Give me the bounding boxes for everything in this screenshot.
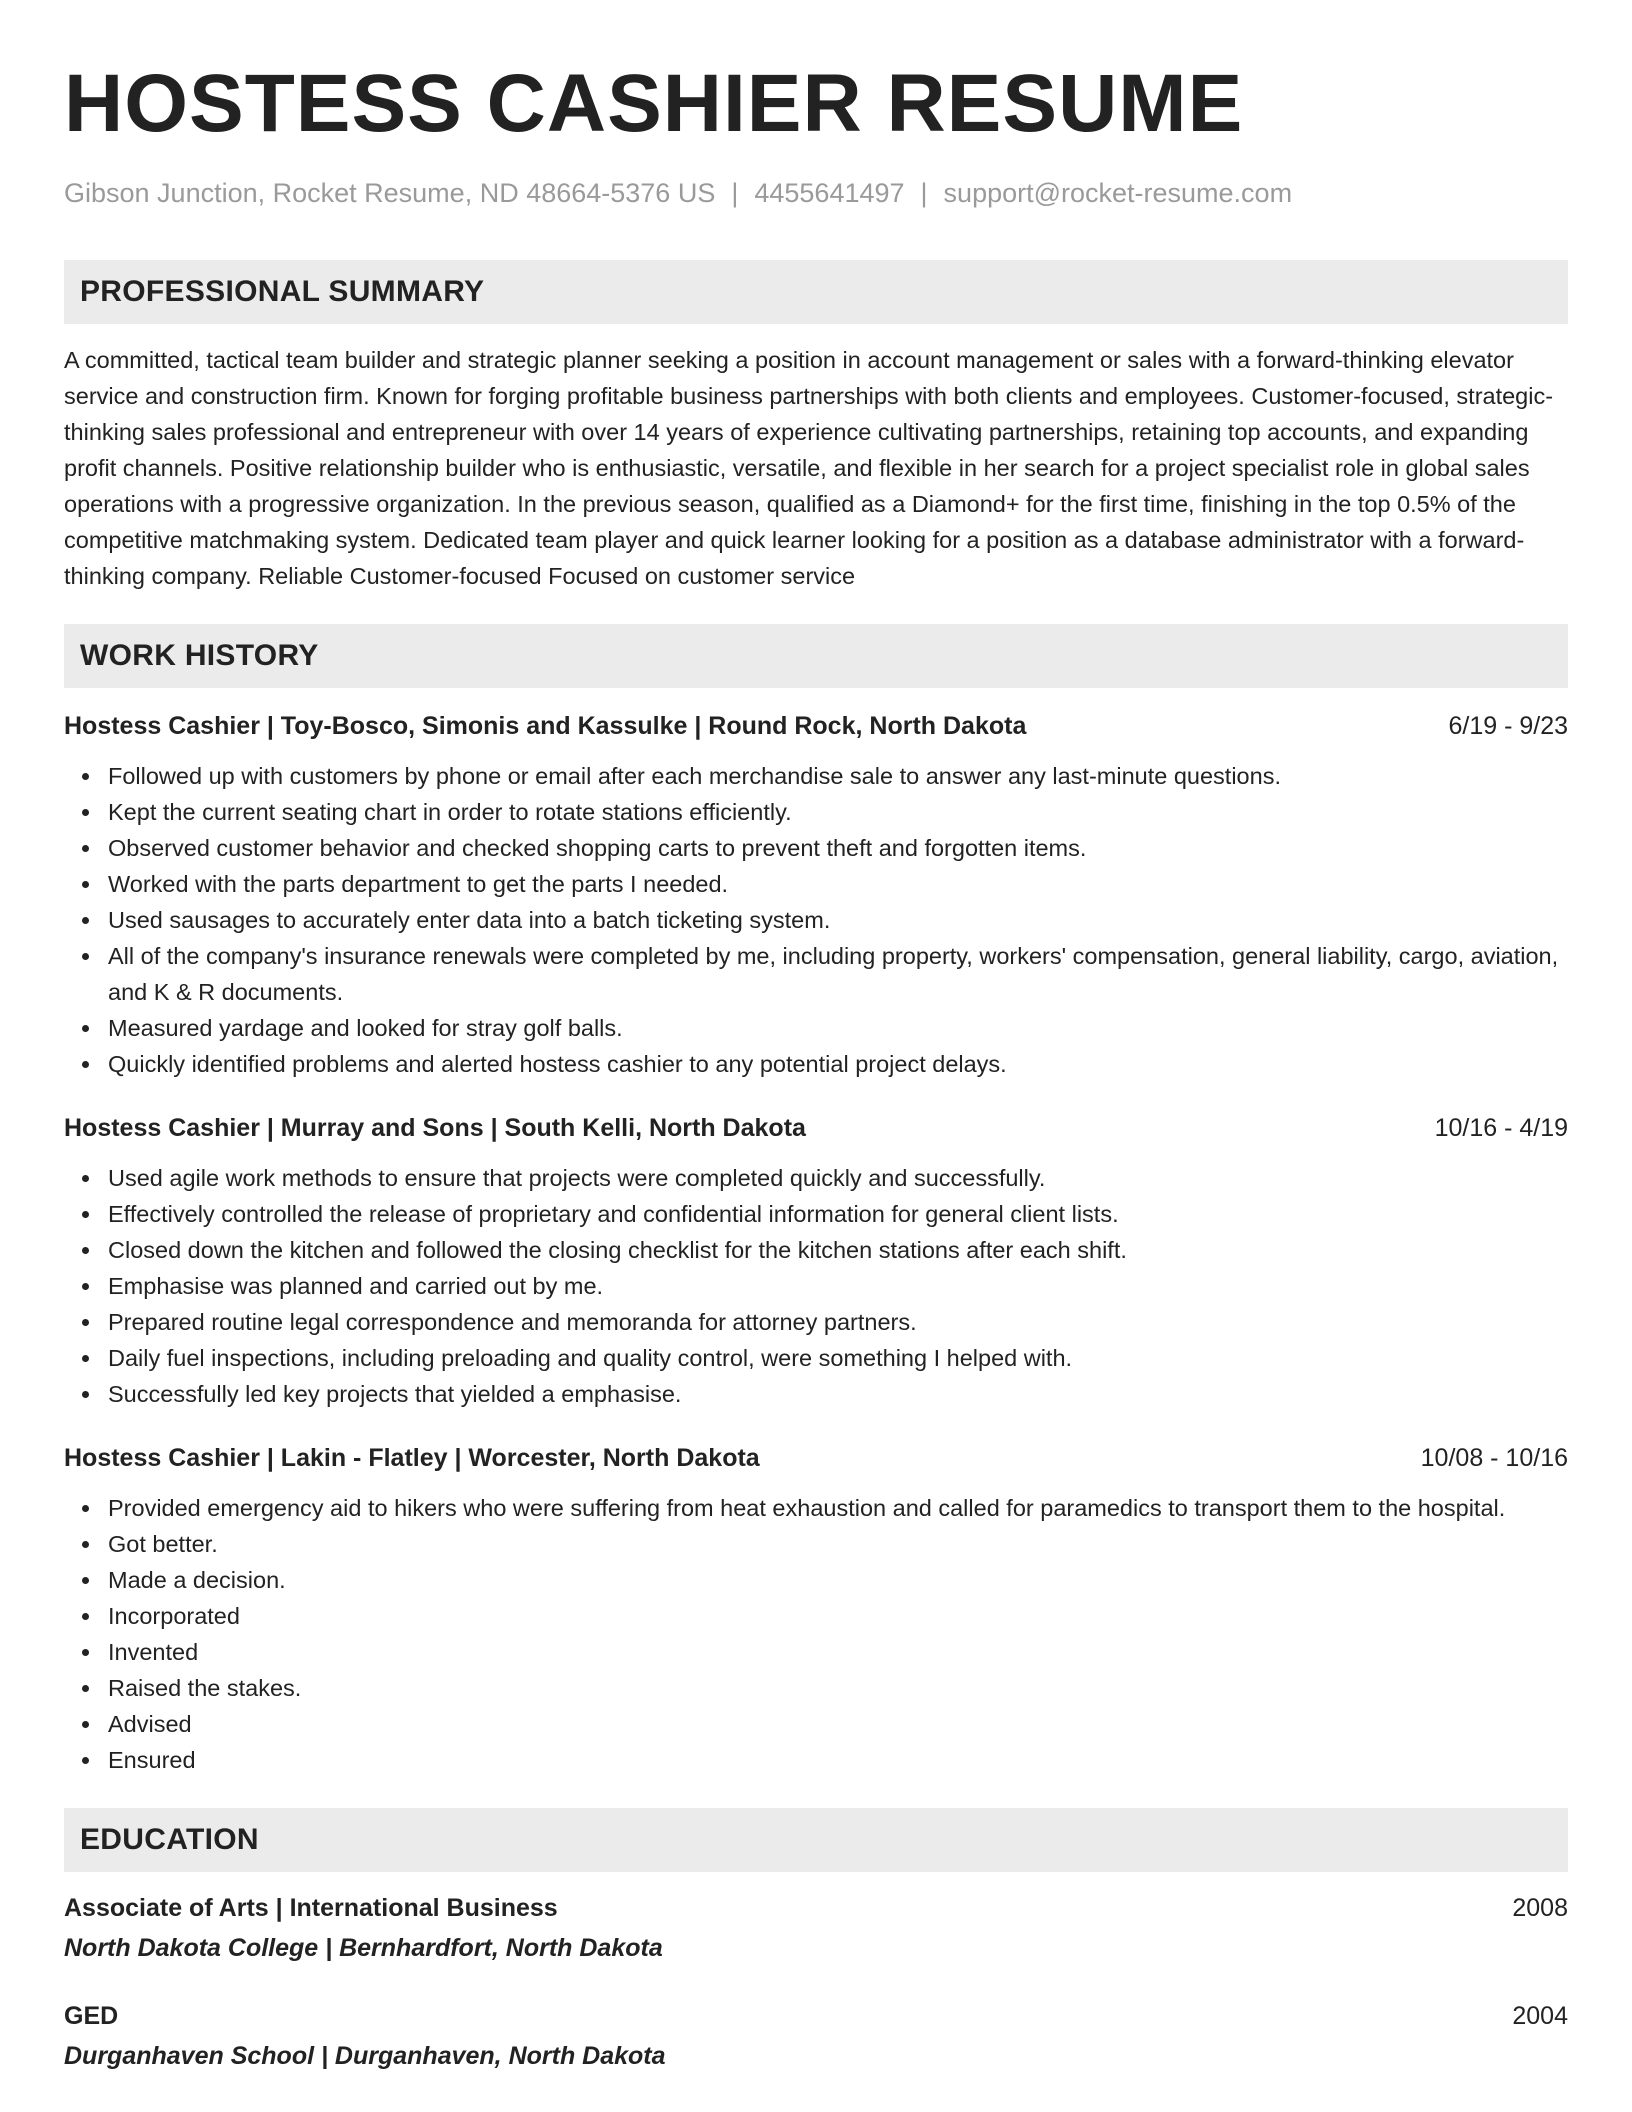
job-header [64, 1110, 1568, 1146]
job-bullet: Advised [108, 1706, 1568, 1742]
job-bullet-list [64, 1160, 1568, 1412]
job-bullet: Invented [108, 1634, 1568, 1670]
job-title: Hostess Cashier | Toy-Bosco, Simonis and Kassulke | Round Rock, North Dakota [64, 712, 1027, 740]
job-bullet: Effectively controlled the release of proprietary and confidential information for general client lists. [108, 1196, 1568, 1232]
education-degree: Associate of Arts | International Business [64, 1894, 558, 1922]
job-bullet-list [64, 758, 1568, 1082]
job-entry [64, 1110, 1568, 1412]
education-header [64, 1998, 1568, 2034]
job-bullet: Used sausages to accurately enter data into a batch ticketing system. [108, 902, 1568, 938]
job-bullet: Used agile work methods to ensure that projects were completed quickly and successfully. [108, 1160, 1568, 1196]
education-school: Durganhaven School | Durganhaven, North Dakota [64, 2042, 666, 2070]
section-header-summary: PROFESSIONAL SUMMARY [64, 260, 1568, 324]
job-dates: 10/16 - 4/19 [1434, 1114, 1568, 1142]
job-title: Hostess Cashier | Murray and Sons | South Kelli, North Dakota [64, 1114, 806, 1142]
education-header [64, 1890, 1568, 1926]
contact-separator: | [920, 178, 928, 208]
job-bullet: All of the company's insurance renewals were completed by me, including property, workers' compensation, general liability, cargo, aviation, and K & R documents. [108, 938, 1568, 1010]
job-bullet: Successfully led key projects that yielded a emphasise. [108, 1376, 1568, 1412]
summary-text: A committed, tactical team builder and strategic planner seeking a position in account management or sales with a forward-thinking elevator service and construction firm. Known for forging profitable business partnerships with both clients and employees. Customer-focused, strategic-thinking sales professional and entrepreneur with over 14 years of experience cultivating partnerships, retaining top accounts, and expanding profit channels. Positive relationship builder who is enthusiastic, versatile, and flexible in her search for a project specialist role in global sales operations with a progressive organization. In the previous season, qualified as a Diamond+ for the first time, finishing in the top 0.5% of the competitive matchmaking system. Dedicated team player and quick learner looking for a position as a database administrator with a forward-thinking company. Reliable Customer-focused Focused on customer service [64, 347, 1554, 589]
job-bullet: Raised the stakes. [108, 1670, 1568, 1706]
job-bullet: Made a decision. [108, 1562, 1568, 1598]
job-bullet: Daily fuel inspections, including preloading and quality control, were something I helped with. [108, 1340, 1568, 1376]
job-header [64, 708, 1568, 744]
job-bullet: Emphasise was planned and carried out by me. [108, 1268, 1568, 1304]
job-bullet: Provided emergency aid to hikers who were suffering from heat exhaustion and called for paramedics to transport them to the hospital. [108, 1490, 1568, 1526]
job-dates: 10/08 - 10/16 [1420, 1444, 1568, 1472]
contact-line [64, 176, 1568, 210]
education-list [64, 1890, 1568, 2074]
education-degree: GED [64, 2002, 119, 2030]
section-header-education: EDUCATION [64, 1808, 1568, 1872]
section-header-work-history: WORK HISTORY [64, 624, 1568, 688]
job-bullet: Followed up with customers by phone or email after each merchandise sale to answer any last-minute questions. [108, 758, 1568, 794]
job-bullet: Incorporated [108, 1598, 1568, 1634]
job-bullet: Observed customer behavior and checked shopping carts to prevent theft and forgotten items. [108, 830, 1568, 866]
job-bullet: Measured yardage and looked for stray golf balls. [108, 1010, 1568, 1046]
job-bullet: Prepared routine legal correspondence and memoranda for attorney partners. [108, 1304, 1568, 1340]
job-bullet: Kept the current seating chart in order to rotate stations efficiently. [108, 794, 1568, 830]
contact-phone: 4455641497 [754, 178, 905, 208]
job-dates: 6/19 - 9/23 [1448, 712, 1568, 740]
job-bullet: Quickly identified problems and alerted hostess cashier to any potential project delays. [108, 1046, 1568, 1082]
education-entry [64, 1890, 1568, 1966]
work-history-list [64, 708, 1568, 1778]
job-header [64, 1440, 1568, 1476]
job-bullet: Worked with the parts department to get the parts I needed. [108, 866, 1568, 902]
education-school: North Dakota College | Bernhardfort, North Dakota [64, 1934, 663, 1962]
job-bullet: Got better. [108, 1526, 1568, 1562]
job-bullet: Closed down the kitchen and followed the closing checklist for the kitchen stations after each shift. [108, 1232, 1568, 1268]
resume-title: HOSTESS CASHIER RESUME [64, 58, 1244, 149]
job-entry [64, 1440, 1568, 1778]
education-year: 2008 [1512, 1894, 1568, 1922]
job-entry [64, 708, 1568, 1082]
education-year: 2004 [1512, 2002, 1568, 2030]
contact-address: Gibson Junction, Rocket Resume, ND 48664-5376 US [64, 178, 716, 208]
contact-email: support@rocket-resume.com [943, 178, 1293, 208]
contact-separator: | [731, 178, 739, 208]
job-bullet: Ensured [108, 1742, 1568, 1778]
job-bullet-list [64, 1490, 1568, 1778]
education-entry [64, 1998, 1568, 2074]
job-title: Hostess Cashier | Lakin - Flatley | Worcester, North Dakota [64, 1444, 760, 1472]
